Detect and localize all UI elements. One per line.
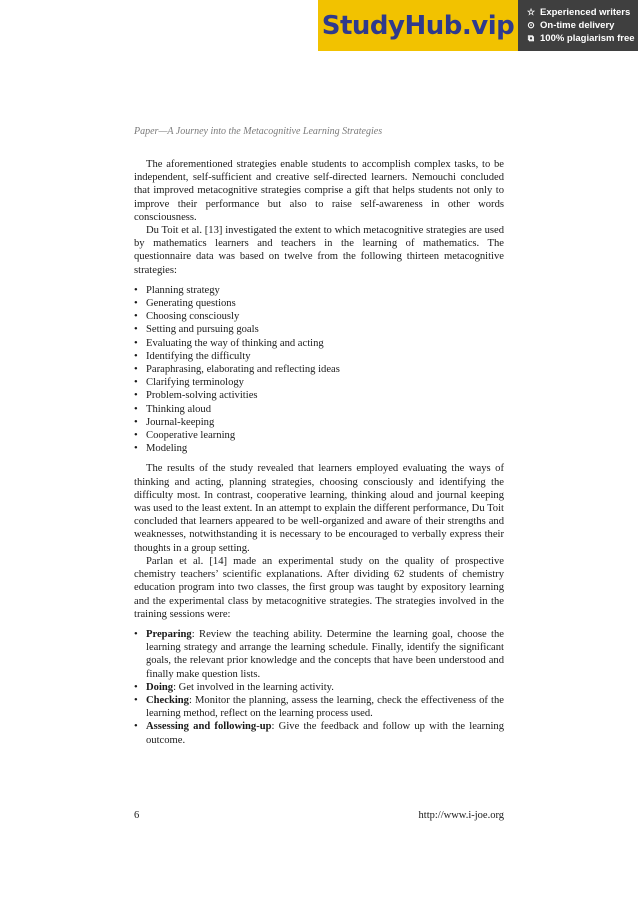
clock-icon: ⊙	[527, 20, 535, 30]
term: Preparing	[146, 628, 192, 640]
perk-plagiarism-free	[526, 33, 638, 44]
perk-label: Experienced writers	[540, 7, 631, 18]
definition: : Get involved in the learning activity.	[173, 681, 334, 693]
journal-url[interactable]: http://www.i-joe.org	[418, 810, 504, 821]
brand-logo[interactable]: StudyHub.vip	[318, 0, 518, 51]
training-list	[134, 628, 504, 747]
definition: : Monitor the planning, assess the learning, check the effectiveness of the learning method, reflect on the learning process used.	[146, 694, 504, 720]
running-head: Paper—A Journey into the Metacognitive Learning Strategies	[134, 126, 383, 137]
list-item: • Choosing consciously	[134, 310, 504, 323]
term: Doing	[146, 681, 174, 693]
page-number: 6	[134, 810, 140, 821]
definition: : Give the feedback and follow up with the learning outcome.	[146, 721, 504, 746]
term: Assessing and following-up	[146, 721, 272, 733]
star-icon: ☆	[526, 7, 536, 17]
list-item: • Evaluating the way of thinking and acting	[134, 337, 504, 350]
perk-experienced-writers	[526, 7, 638, 18]
term: Checking	[146, 694, 189, 706]
copy-icon: ⧉	[527, 33, 535, 43]
perk-on-time-delivery	[526, 20, 638, 31]
page-footer	[134, 810, 504, 821]
list-item: • Identifying the difficulty	[134, 350, 504, 363]
paragraph: The aforementioned strategies enable students to accomplish complex tasks, to be independent, self-sufficient and creative self-directed learners. Nemouchi concluded that improved metacognitive strategies comprise a gift that helps students not only to improve their performance but also to raise self-awareness in other words consciousness.	[134, 159, 504, 223]
paragraph: Du Toit et al. [13] investigated the extent to which metacognitive strategies are used by mathematics learners and teachers in the learning of mathematics. The questionnaire data was based on twelve from the following thirteen metacognitive strategies:	[134, 225, 504, 276]
ad-banner[interactable]	[318, 0, 638, 51]
list-item: • Journal-keeping	[134, 416, 504, 429]
paragraph: Parlan et al. [14] made an experimental study on the quality of prospective chemistry teachers’ scientific explanations. After dividing 62 students of chemistry education program into two classes, the first group was taught by expository learning and the experimental class by metacognitive strategies. The strategies involved in the training sessions were:	[134, 555, 504, 620]
list-item: • Planning strategy	[134, 284, 504, 297]
definition: : Review the teaching ability. Determine the learning goal, choose the learning strategy and arrange the learning schedule. Finally, identify the significant goals, the relevant prior knowledge and the concepts that have been understood and finally make question lists.	[146, 628, 504, 680]
list-item: • Thinking aloud	[134, 403, 504, 416]
perk-label: On-time delivery	[540, 20, 615, 31]
list-item: • Generating questions	[134, 297, 504, 310]
list-item	[134, 720, 504, 746]
document-body	[134, 158, 504, 754]
strategy-list	[134, 284, 504, 456]
list-item	[134, 694, 504, 720]
perks-list	[518, 0, 638, 51]
list-item: • Modeling	[134, 442, 504, 455]
list-item: • Problem-solving activities	[134, 389, 504, 402]
list-item: • Setting and pursuing goals	[134, 323, 504, 336]
list-item: • Clarifying terminology	[134, 376, 504, 389]
list-item: • Paraphrasing, elaborating and reflecting ideas	[134, 363, 504, 376]
list-item	[134, 681, 504, 694]
paragraph: The results of the study revealed that learners employed evaluating the ways of thinking and acting, planning strategies, choosing consciously and identifying the difficulty most. In contrast, cooperative learning, thinking aloud and journal keeping was used to the least extent. In an attempt to explain the different performance, Du Toit concluded that learners appeared to be well-organized and aware of their strengths and weaknesses, notwithstanding it is necessary to be encouraged to verbally express their thoughts in a group setting.	[134, 463, 504, 554]
perk-label: 100% plagiarism free	[540, 33, 635, 44]
list-item	[134, 628, 504, 681]
list-item: • Cooperative learning	[134, 429, 504, 442]
